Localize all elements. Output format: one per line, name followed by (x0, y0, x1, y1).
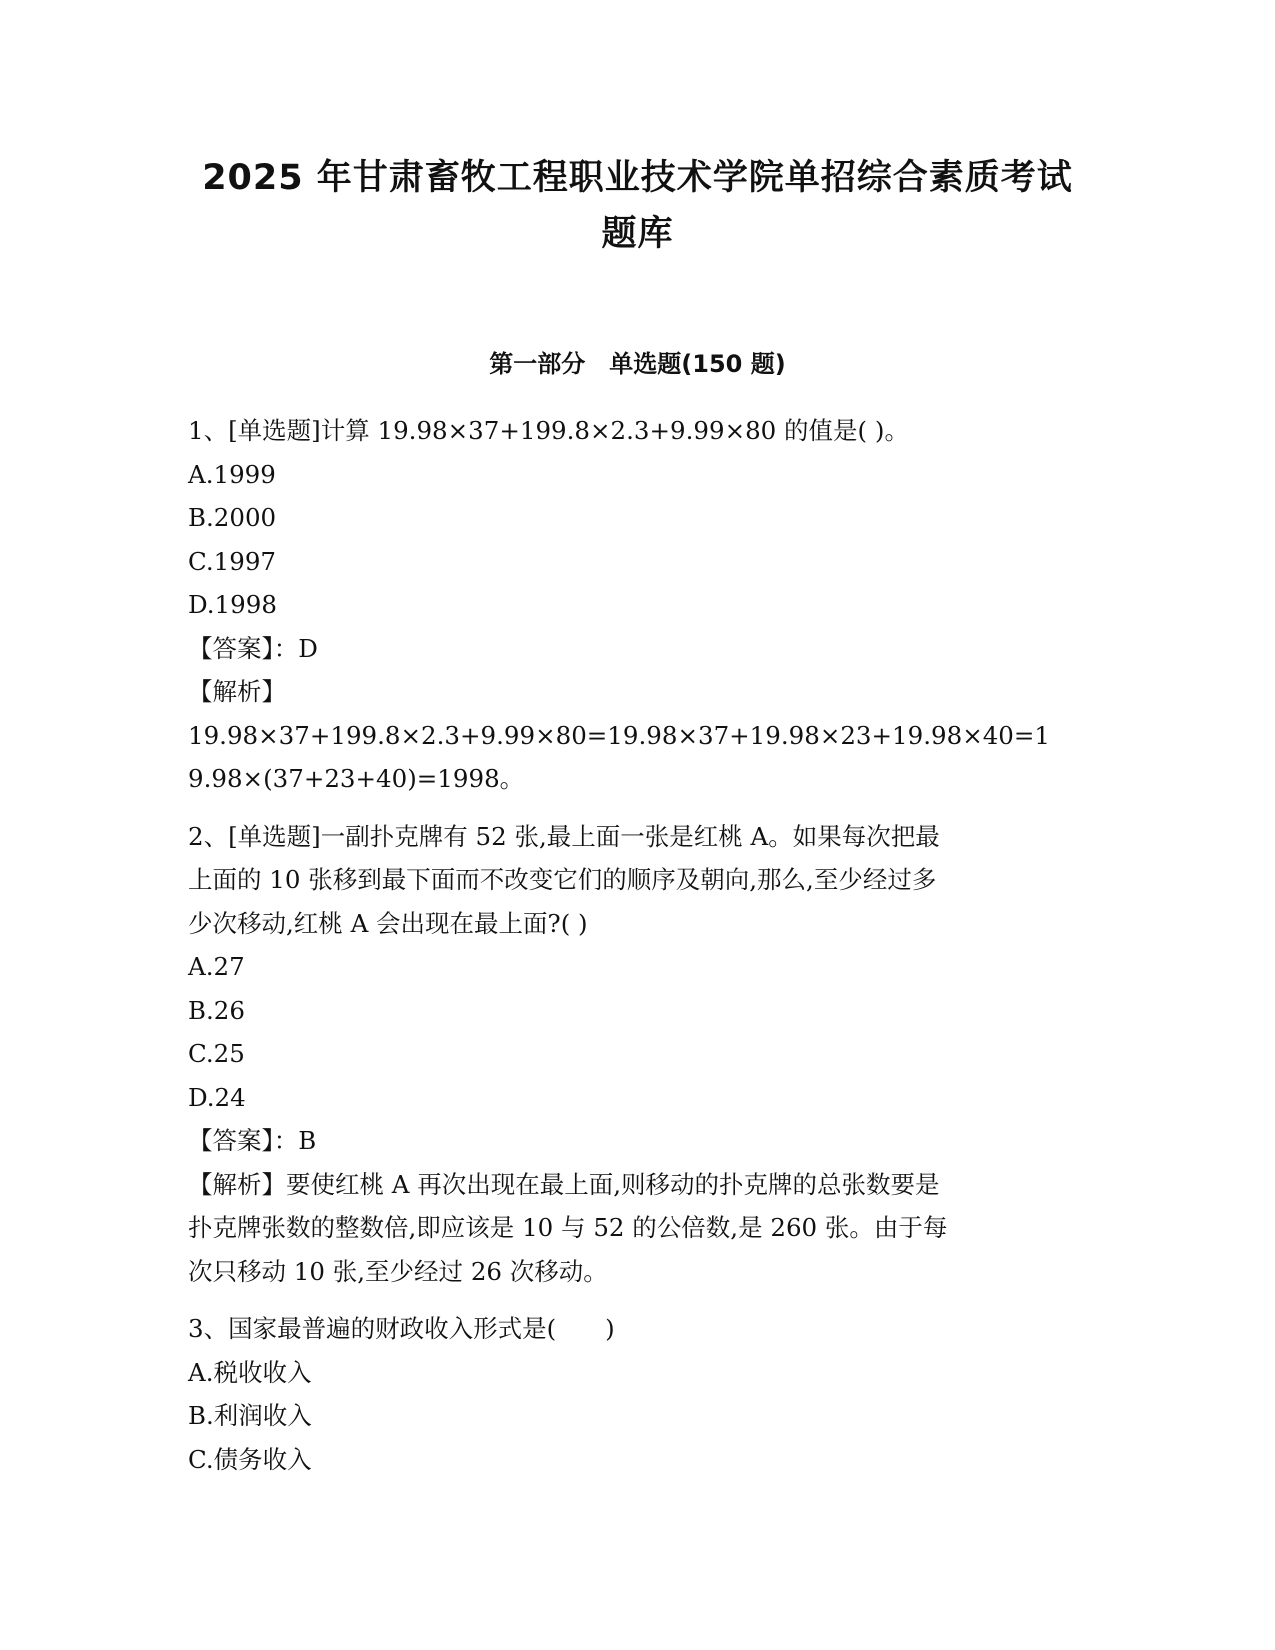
question-stem: 上面的 10 张移到最下面而不改变它们的顺序及朝向,那么,至少经过多 (188, 865, 937, 894)
option-b: B.26 (188, 995, 245, 1025)
question-2 (188, 815, 1078, 1294)
option-a: A.税收收入 (188, 1357, 312, 1387)
spacer (188, 1293, 1078, 1307)
analysis-text: 19.98×37+199.8×2.3+9.99×80=19.98×37+19.98×23+19.98×40=1 (188, 720, 1051, 750)
option-a: A.27 (188, 952, 245, 981)
answer: 【答案】：B (188, 1126, 317, 1155)
question-list (188, 409, 1078, 1481)
option-d: D.1998 (188, 590, 277, 619)
question-3 (188, 1307, 1078, 1481)
analysis-text: 9.98×(37+23+40)=1998。 (188, 764, 525, 793)
section-heading: 第一部分 单选题(150 题) (489, 350, 786, 378)
analysis-text: 扑克牌张数的整数倍,即应该是 10 与 52 的公倍数,是 260 张。由于每 (188, 1213, 948, 1242)
option-c: C.1997 (188, 546, 277, 576)
analysis-label: 【解析】 (188, 677, 286, 706)
question-1 (188, 409, 1078, 801)
option-a: A.1999 (188, 459, 276, 489)
question-stem: 2、[单选题]一副扑克牌有 52 张,最上面一张是红桃 A。如果每次把最 (188, 821, 940, 851)
question-stem: 1、[单选题]计算 19.98×37+199.8×2.3+9.99×80 的值是( )。 (188, 416, 909, 445)
question-stem: 3、国家最普遍的财政收入形式是( ) (188, 1314, 615, 1343)
option-c: C.债务收入 (188, 1444, 312, 1474)
document-title (150, 150, 1125, 262)
option-c: C.25 (188, 1039, 245, 1068)
answer: 【答案】：D (188, 633, 318, 663)
option-b: B.2000 (188, 503, 277, 532)
title-line-1: 2025 年甘肃畜牧工程职业技术学院单招综合素质考试 (202, 158, 1073, 198)
analysis-text: 【解析】要使红桃 A 再次出现在最上面,则移动的扑克牌的总张数要是 (188, 1169, 940, 1199)
option-b: B.利润收入 (188, 1401, 312, 1430)
option-d: D.24 (188, 1082, 246, 1112)
question-stem: 少次移动,红桃 A 会出现在最上面?( ) (188, 908, 588, 938)
spacer (188, 801, 1078, 815)
title-line-2: 题库 (601, 214, 674, 254)
analysis-text: 次只移动 10 张,至少经过 26 次移动。 (188, 1256, 608, 1286)
